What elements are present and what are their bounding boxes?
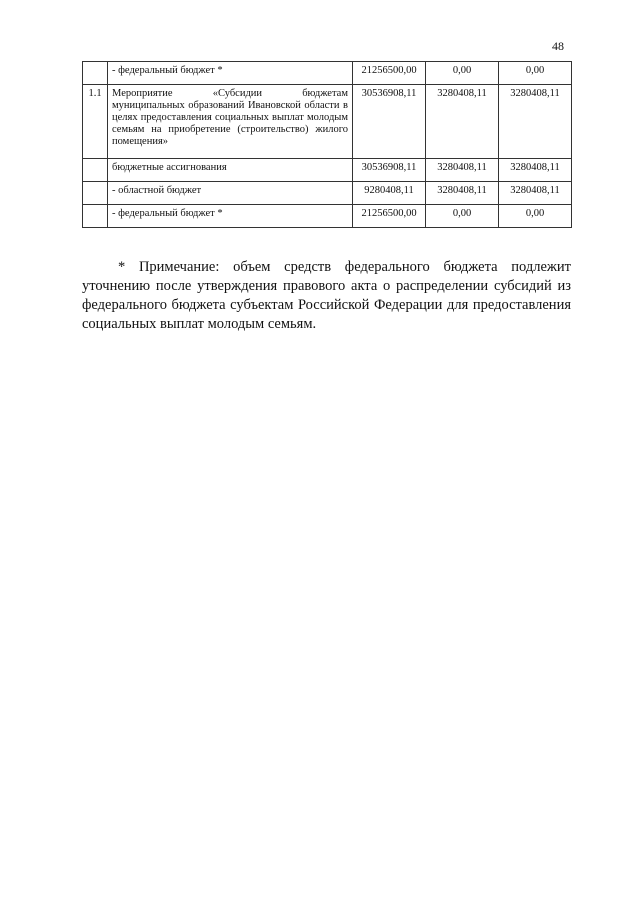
row-name: Мероприятие «Субсидии бюджетам муниципальных образований Ивановской области в целях предоставления социальных выплат молодым семьям на приобретение (строительство) жилого помещения» <box>108 85 353 159</box>
row-value-1: 9280408,11 <box>353 182 426 205</box>
table-row <box>83 62 572 85</box>
row-name: - областной бюджет <box>108 182 353 205</box>
row-value-3: 0,00 <box>499 205 572 228</box>
row-number <box>83 182 108 205</box>
row-number <box>83 159 108 182</box>
row-value-1: 21256500,00 <box>353 62 426 85</box>
row-number <box>83 205 108 228</box>
table-row <box>83 205 572 228</box>
row-value-2: 0,00 <box>426 62 499 85</box>
row-number <box>83 62 108 85</box>
row-value-3: 3280408,11 <box>499 159 572 182</box>
footnote: * Примечание: объем средств федерального бюджета подлежит уточнению после утверждения правового акта о распределении субсидий из федерального бюджета субъектам Российской Федерации для предоставления социальных выплат молодым семьям. <box>82 259 571 332</box>
row-value-1: 30536908,11 <box>353 159 426 182</box>
row-number: 1.1 <box>83 85 108 159</box>
row-value-1: 30536908,11 <box>353 85 426 159</box>
row-value-3: 3280408,11 <box>499 182 572 205</box>
row-value-2: 3280408,11 <box>426 182 499 205</box>
row-value-2: 3280408,11 <box>426 159 499 182</box>
budget-table <box>82 61 572 228</box>
row-value-3: 0,00 <box>499 62 572 85</box>
row-name: - федеральный бюджет * <box>108 62 353 85</box>
table-row <box>83 159 572 182</box>
row-name: - федеральный бюджет * <box>108 205 353 228</box>
row-value-1: 21256500,00 <box>353 205 426 228</box>
row-value-2: 0,00 <box>426 205 499 228</box>
table-row <box>83 182 572 205</box>
page-number: 48 <box>552 39 564 53</box>
table-row <box>83 85 572 159</box>
row-value-3: 3280408,11 <box>499 85 572 159</box>
row-value-2: 3280408,11 <box>426 85 499 159</box>
row-name: бюджетные ассигнования <box>108 159 353 182</box>
